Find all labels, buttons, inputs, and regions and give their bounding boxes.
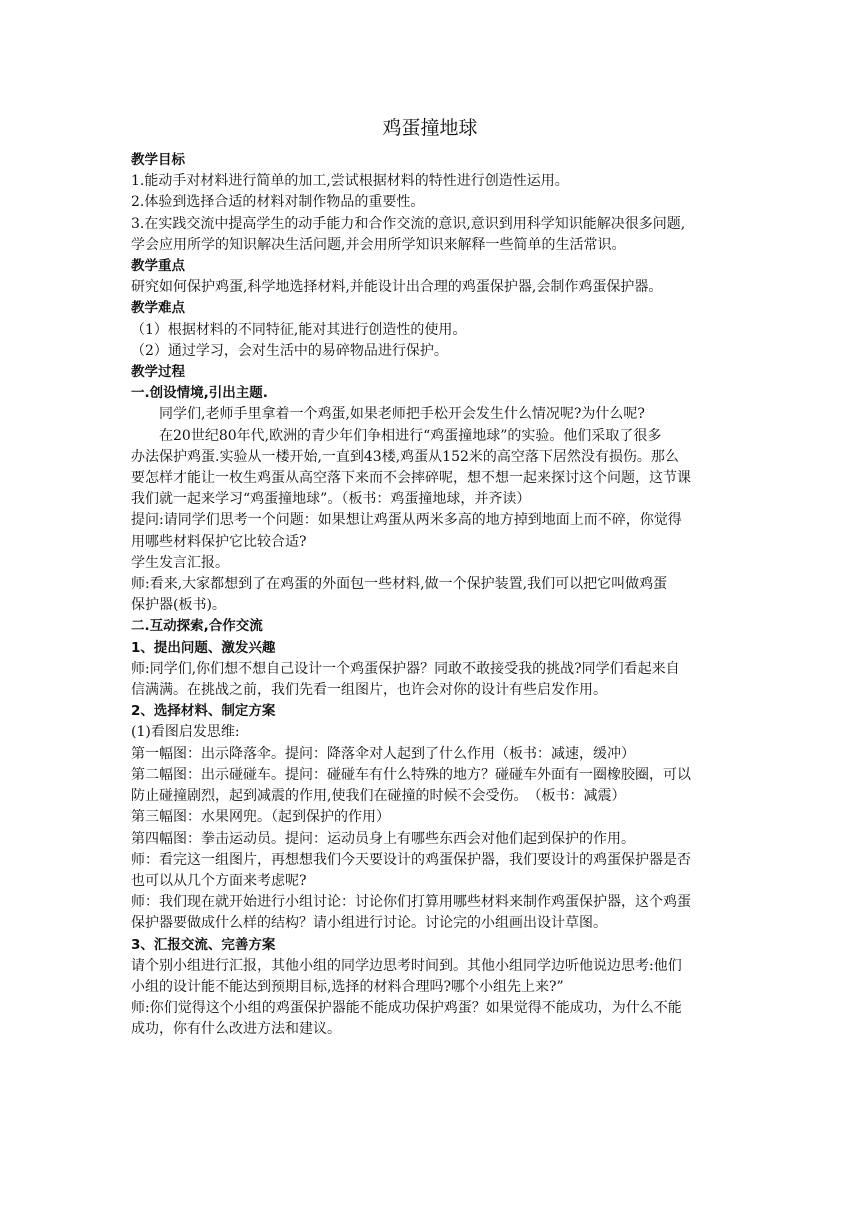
body-text-line: 学生发言汇报。	[131, 554, 229, 571]
section-heading: 1、提出问题、激发兴趣	[131, 639, 276, 656]
body-text-line: 保护器(板书)。	[131, 597, 226, 614]
body-text-line: 请个别小组进行汇报，其他小组的同学边思考时间到。其他小组同学边听他说边思考:他们	[131, 957, 682, 974]
body-text-line: (1)看图启发思维:	[131, 724, 240, 741]
section-heading: 3、汇报交流、完善方案	[131, 936, 276, 953]
body-text-line: 第二幅图：出示碰碰车。提问：碰碰车有什么特殊的地方？碰碰车外面有一圈橡胶圈，可以	[131, 766, 691, 783]
body-text-line: 3.在实践交流中提高学生的动手能力和合作交流的意识,意识到用科学知识能解决很多问题,	[131, 215, 686, 232]
section-heading: 一.创设情境,引出主题.	[131, 385, 268, 402]
body-text-line: 提问:请同学们思考一个问题：如果想让鸡蛋从两米多高的地方掉到地面上而不碎，你觉得	[131, 512, 682, 529]
body-text-line: 在20世纪80年代,欧洲的青少年们争相进行“鸡蛋撞地球”的实验。他们采取了很多	[159, 427, 662, 444]
section-heading: 教学难点	[131, 300, 185, 317]
section-heading: 教学过程	[131, 364, 185, 381]
body-text-line: （1）根据材料的不同特征,能对其进行创造性的使用。	[131, 321, 467, 338]
body-text-line: 师：我们现在就开始进行小组讨论：讨论你们打算用哪些材料来制作鸡蛋保护器，这个鸡蛋	[131, 894, 691, 911]
section-heading: 教学重点	[131, 258, 185, 275]
body-text-line: 第一幅图：出示降落伞。提问：降落伞对人起到了什么作用（板书：减速，缓冲）	[131, 745, 635, 762]
body-text-line: 保护器要做成什么样的结构？请小组进行讨论。讨论完的小组画出设计草图。	[131, 915, 607, 932]
body-text-line: 防止碰撞剧烈，起到减震的作用,使我们在碰撞的时候不会受伤。 （板书：减震）	[131, 788, 626, 805]
body-text-line: 师:你们觉得这个小组的鸡蛋保护器能不能成功保护鸡蛋？如果觉得不能成功，为什么不能	[131, 1000, 682, 1017]
section-heading: 2、选择材料、制定方案	[131, 703, 276, 720]
body-text-line: 研究如何保护鸡蛋,科学地选择材料,并能设计出合理的鸡蛋保护器,会制作鸡蛋保护器。	[131, 279, 663, 296]
body-text-line: 学会应用所学的知识解决生活问题,并会用所学知识来解释一些简单的生活常识。	[131, 236, 626, 253]
body-text-line: 用哪些材料保护它比较合适?	[131, 533, 307, 550]
body-text-line: 要怎样才能让一枚生鸡蛋从高空落下来而不会摔碎呢，想不想一起来探讨这个问题，这节课	[131, 470, 691, 487]
body-text-line: 师:看来,大家都想到了在鸡蛋的外面包一些材料,做一个保护装置,我们可以把它叫做鸡蛋	[131, 576, 668, 593]
section-heading: 教学目标	[131, 152, 185, 168]
document-title: 鸡蛋撞地球	[382, 117, 478, 139]
body-text-line: 同学们,老师手里拿着一个鸡蛋,如果老师把手松开会发生什么情况呢?为什么呢?	[159, 406, 645, 423]
body-text-line: （2）通过学习，会对生活中的易碎物品进行保护。	[131, 342, 448, 359]
document-body	[131, 150, 731, 1041]
body-text-line: 信满满。在挑战之前，我们先看一组图片，也许会对你的设计有些启发作用。	[131, 682, 607, 699]
body-text-line: 小组的设计能不能达到预期目标,选择的材料合理吗?哪个小组先上来?”	[131, 978, 564, 995]
body-text-line: 第三幅图：水果网兜。（起到保护的作用）	[131, 809, 390, 826]
body-text-line: 成功，你有什么改进方法和建议。	[131, 1021, 341, 1038]
body-text-line: 1.能动手对材料进行简单的加工,尝试根据材料的特性进行创造性运用。	[131, 173, 569, 190]
body-text-line: 第四幅图：拳击运动员。提问：运动员身上有哪些东西会对他们起到保护的作用。	[131, 830, 635, 847]
body-text-line: 2.体验到选择合适的材料对制作物品的重要性。	[131, 194, 425, 211]
section-heading: 二.互动探索,合作交流	[131, 618, 263, 635]
body-text-line: 师：看完这一组图片，再想想我们今天要设计的鸡蛋保护器，我们要设计的鸡蛋保护器是否	[131, 851, 691, 868]
body-text-line: 也可以从几个方面来考虑呢?	[131, 872, 307, 889]
body-text-line: 办法保护鸡蛋.实验从一楼开始,一直到43楼,鸡蛋从152米的高空落下居然没有损伤。那么	[131, 448, 679, 465]
body-text-line: 师:同学们,你们想不想自己设计一个鸡蛋保护器？同敢不敢接受我的挑战?同学们看起来自	[131, 660, 680, 677]
body-text-line: 我们就一起来学习“鸡蛋撞地球”。（板书：鸡蛋撞地球，并齐读）	[131, 491, 531, 508]
